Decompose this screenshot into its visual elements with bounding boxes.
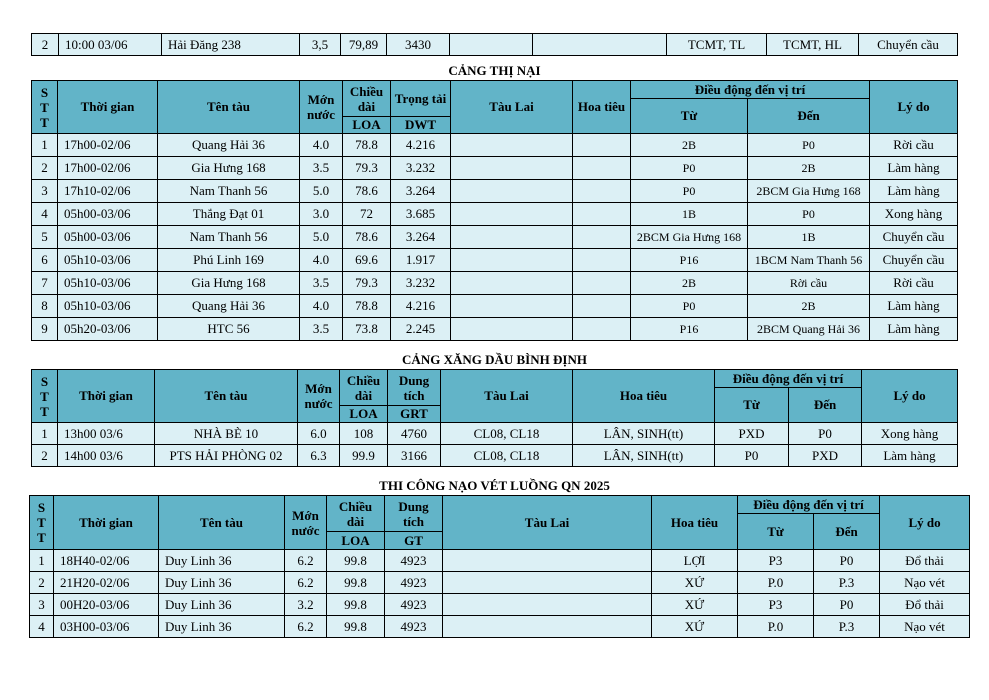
table-row (32, 34, 958, 56)
tug-cell: CL08, CL18 (441, 423, 573, 445)
header-from: Từ (715, 388, 789, 423)
reason-cell: Chuyển cầu (870, 226, 958, 249)
pilot-cell (573, 157, 631, 180)
table-row (32, 445, 958, 467)
header-to: Đến (814, 514, 880, 550)
loa-cell: 69.6 (343, 249, 391, 272)
from-cell: 1B (631, 203, 748, 226)
reason-cell: Làm hàng (870, 318, 958, 341)
pilot-cell (573, 272, 631, 295)
from-cell: P.0 (738, 616, 814, 638)
ship-cell: Nam Thanh 56 (158, 180, 300, 203)
to-cell: 1B (748, 226, 870, 249)
stt-cell: 9 (32, 318, 58, 341)
time-cell: 03H00-03/06 (54, 616, 159, 638)
loa-cell: 99.9 (340, 445, 388, 467)
header-draft: Mớn nước (285, 496, 327, 550)
section-title-xang-dau: CẢNG XĂNG DẦU BÌNH ĐỊNH (402, 352, 587, 367)
pilot-cell: LÂN, SINH(tt) (573, 445, 715, 467)
header-draft: Mớn nước (300, 81, 343, 134)
pilot-cell (573, 226, 631, 249)
ship-cell: Quang Hải 36 (158, 134, 300, 157)
stt-cell: 1 (30, 550, 54, 572)
ship-cell: Duy Linh 36 (159, 616, 285, 638)
stt-cell: 2 (32, 34, 59, 56)
header-reason: Lý do (880, 496, 970, 550)
nao-vet-table (29, 495, 970, 638)
to-cell: 2B (748, 295, 870, 318)
pilot-cell (573, 295, 631, 318)
header-length: Chiều dài (327, 496, 385, 532)
header-reason: Lý do (862, 370, 958, 423)
header-grt: GRT (388, 406, 441, 423)
to-cell: P0 (814, 550, 880, 572)
draft-cell: 6.0 (298, 423, 340, 445)
loa-cell: 78.8 (343, 295, 391, 318)
draft-cell: 5.0 (300, 180, 343, 203)
table-row (32, 249, 958, 272)
xang-dau-body (32, 423, 958, 467)
pilot-cell (573, 180, 631, 203)
draft-cell: 3,5 (300, 34, 341, 56)
time-cell: 05h00-03/06 (58, 226, 158, 249)
table-row (32, 134, 958, 157)
tonnage-cell: 3.232 (391, 157, 451, 180)
tug-cell (451, 180, 573, 203)
draft-cell: 3.5 (300, 157, 343, 180)
tug-cell (451, 295, 573, 318)
loa-cell: 108 (340, 423, 388, 445)
table-row (32, 272, 958, 295)
ship-cell: Gia Hưng 168 (158, 272, 300, 295)
reason-cell: Nạo vét (880, 572, 970, 594)
header-draft: Mớn nước (298, 370, 340, 423)
ship-cell: Nam Thanh 56 (158, 226, 300, 249)
header-from: Từ (631, 99, 748, 134)
table-row (32, 226, 958, 249)
loa-cell: 79,89 (341, 34, 387, 56)
table-row (32, 295, 958, 318)
from-cell: P16 (631, 318, 748, 341)
nao-vet-body (30, 550, 970, 638)
time-cell: 05h20-03/06 (58, 318, 158, 341)
tug-cell (451, 203, 573, 226)
loa-cell: 78.6 (343, 180, 391, 203)
tonnage-cell: 1.917 (391, 249, 451, 272)
to-cell: 2B (748, 157, 870, 180)
tug-cell (451, 249, 573, 272)
to-cell: 1BCM Nam Thanh 56 (748, 249, 870, 272)
from-cell: P16 (631, 249, 748, 272)
header-from: Từ (738, 514, 814, 550)
tonnage-cell: 4.216 (391, 295, 451, 318)
header-pilot: Hoa tiêu (573, 81, 631, 134)
time-cell: 05h10-03/06 (58, 249, 158, 272)
loa-cell: 72 (343, 203, 391, 226)
header-move: Điều động đến vị trí (715, 370, 862, 388)
table-row (30, 550, 970, 572)
loa-cell: 99.8 (327, 572, 385, 594)
header-ship: Tên tàu (159, 496, 285, 550)
to-cell: 2BCM Gia Hưng 168 (748, 180, 870, 203)
from-cell: P0 (631, 180, 748, 203)
header-time: Thời gian (54, 496, 159, 550)
header-dwt: DWT (391, 117, 451, 134)
table-row (30, 616, 970, 638)
header-loa: LOA (343, 117, 391, 134)
draft-cell: 6.2 (285, 572, 327, 594)
pilot-cell (573, 203, 631, 226)
time-cell: 05h10-03/06 (58, 295, 158, 318)
stt-cell: 5 (32, 226, 58, 249)
ship-cell: Quang Hải 36 (158, 295, 300, 318)
header-stt: S T T (30, 496, 54, 550)
to-cell: P0 (748, 203, 870, 226)
stt-cell: 1 (32, 423, 58, 445)
loa-cell: 73.8 (343, 318, 391, 341)
from-cell: P0 (631, 157, 748, 180)
draft-cell: 5.0 (300, 226, 343, 249)
stt-cell: 6 (32, 249, 58, 272)
pilot-cell (533, 34, 667, 56)
draft-cell: 3.2 (285, 594, 327, 616)
pilot-cell (573, 318, 631, 341)
header-tug: Tàu Lai (441, 370, 573, 423)
reason-cell: Làm hàng (862, 445, 958, 467)
tug-cell (443, 550, 652, 572)
header-tonnage: Trọng tải (391, 81, 451, 117)
draft-cell: 3.0 (300, 203, 343, 226)
time-cell: 14h00 03/6 (58, 445, 155, 467)
section-title-thi-nai: CẢNG THỊ NẠI (448, 63, 541, 78)
header-time: Thời gian (58, 81, 158, 134)
tonnage-cell: 3.232 (391, 272, 451, 295)
tonnage-cell: 4760 (388, 423, 441, 445)
reason-cell: Chuyển cầu (870, 249, 958, 272)
to-cell: 2BCM Quang Hải 36 (748, 318, 870, 341)
loa-cell: 99.8 (327, 616, 385, 638)
header-stt: S T T (32, 370, 58, 423)
header-length: Chiều dài (340, 370, 388, 406)
tonnage-cell: 2.245 (391, 318, 451, 341)
ship-cell: Hải Đăng 238 (162, 34, 300, 56)
reason-cell: Nạo vét (880, 616, 970, 638)
loa-cell: 78.8 (343, 134, 391, 157)
draft-cell: 6.2 (285, 616, 327, 638)
ship-cell: Gia Hưng 168 (158, 157, 300, 180)
stt-cell: 2 (32, 157, 58, 180)
table-row (32, 157, 958, 180)
tug-cell (451, 272, 573, 295)
from-cell: TCMT, TL (667, 34, 767, 56)
reason-cell: Xong hàng (870, 203, 958, 226)
from-cell: P0 (631, 295, 748, 318)
header-tug: Tàu Lai (451, 81, 573, 134)
tug-cell (451, 157, 573, 180)
reason-cell: Làm hàng (870, 157, 958, 180)
draft-cell: 3.5 (300, 318, 343, 341)
reason-cell: Làm hàng (870, 180, 958, 203)
from-cell: P0 (715, 445, 789, 467)
reason-cell: Làm hàng (870, 295, 958, 318)
time-cell: 05h00-03/06 (58, 203, 158, 226)
tonnage-cell: 3166 (388, 445, 441, 467)
tug-cell (450, 34, 533, 56)
time-cell: 17h10-02/06 (58, 180, 158, 203)
loa-cell: 99.8 (327, 594, 385, 616)
from-cell: 2BCM Gia Hưng 168 (631, 226, 748, 249)
tonnage-cell: 3.264 (391, 180, 451, 203)
tonnage-cell: 4923 (385, 616, 443, 638)
table-row (32, 423, 958, 445)
reason-cell: Chuyển cầu (859, 34, 958, 56)
header-to: Đến (748, 99, 870, 134)
time-cell: 17h00-02/06 (58, 157, 158, 180)
stt-cell: 1 (32, 134, 58, 157)
pilot-cell (573, 249, 631, 272)
reason-cell: Đổ thải (880, 594, 970, 616)
from-cell: 2B (631, 134, 748, 157)
loa-cell: 79.3 (343, 272, 391, 295)
header-stt: S T T (32, 81, 58, 134)
stt-cell: 7 (32, 272, 58, 295)
top-carryover-table (31, 33, 958, 56)
time-cell: 18H40-02/06 (54, 550, 159, 572)
header-pilot: Hoa tiêu (652, 496, 738, 550)
stt-cell: 2 (30, 572, 54, 594)
to-cell: P.3 (814, 572, 880, 594)
draft-cell: 4.0 (300, 134, 343, 157)
thi-nai-body (32, 134, 958, 341)
from-cell: P3 (738, 550, 814, 572)
ship-cell: Phú Linh 169 (158, 249, 300, 272)
header-ship: Tên tàu (158, 81, 300, 134)
from-cell: 2B (631, 272, 748, 295)
time-cell: 13h00 03/6 (58, 423, 155, 445)
header-loa: LOA (340, 406, 388, 423)
header-row (30, 496, 970, 514)
reason-cell: Rời cầu (870, 134, 958, 157)
tug-cell (451, 134, 573, 157)
stt-cell: 2 (32, 445, 58, 467)
tug-cell (443, 594, 652, 616)
header-row (32, 370, 958, 388)
tonnage-cell: 4.216 (391, 134, 451, 157)
draft-cell: 4.0 (300, 249, 343, 272)
header-pilot: Hoa tiêu (573, 370, 715, 423)
pilot-cell: LỢI (652, 550, 738, 572)
reason-cell: Rời cầu (870, 272, 958, 295)
pilot-cell: XỨ (652, 616, 738, 638)
tonnage-cell: 4923 (385, 572, 443, 594)
loa-cell: 99.8 (327, 550, 385, 572)
dwt-cell: 3430 (387, 34, 450, 56)
table-row (32, 180, 958, 203)
tug-cell (451, 318, 573, 341)
draft-cell: 6.2 (285, 550, 327, 572)
header-tug: Tàu Lai (443, 496, 652, 550)
stt-cell: 3 (32, 180, 58, 203)
to-cell: PXD (789, 445, 862, 467)
to-cell: P0 (748, 134, 870, 157)
header-to: Đến (789, 388, 862, 423)
to-cell: P0 (814, 594, 880, 616)
reason-cell: Đổ thải (880, 550, 970, 572)
tug-cell (443, 572, 652, 594)
header-loa: LOA (327, 532, 385, 550)
loa-cell: 78.6 (343, 226, 391, 249)
table-row (32, 203, 958, 226)
ship-cell: PTS HẢI PHÒNG 02 (155, 445, 298, 467)
tonnage-cell: 4923 (385, 594, 443, 616)
from-cell: P3 (738, 594, 814, 616)
header-capacity: Dung tích (388, 370, 441, 406)
draft-cell: 3.5 (300, 272, 343, 295)
draft-cell: 4.0 (300, 295, 343, 318)
stt-cell: 4 (30, 616, 54, 638)
tug-cell: CL08, CL18 (441, 445, 573, 467)
tonnage-cell: 4923 (385, 550, 443, 572)
ship-cell: HTC 56 (158, 318, 300, 341)
pilot-cell: XỨ (652, 572, 738, 594)
header-time: Thời gian (58, 370, 155, 423)
table-row (30, 572, 970, 594)
ship-cell: Duy Linh 36 (159, 550, 285, 572)
tonnage-cell: 3.685 (391, 203, 451, 226)
pilot-cell: XỨ (652, 594, 738, 616)
to-cell: Rời cầu (748, 272, 870, 295)
time-cell: 21H20-02/06 (54, 572, 159, 594)
stt-cell: 8 (32, 295, 58, 318)
ship-cell: Thắng Đạt 01 (158, 203, 300, 226)
tug-cell (443, 616, 652, 638)
header-move: Điều động đến vị trí (738, 496, 880, 514)
section-title-nao-vet: THI CÔNG NẠO VÉT LUỒNG QN 2025 (379, 478, 610, 493)
ship-cell: Duy Linh 36 (159, 572, 285, 594)
stt-cell: 3 (30, 594, 54, 616)
to-cell: P.3 (814, 616, 880, 638)
header-length: Chiều dài (343, 81, 391, 117)
from-cell: PXD (715, 423, 789, 445)
pilot-cell (573, 134, 631, 157)
to-cell: TCMT, HL (767, 34, 859, 56)
xang-dau-table (31, 369, 958, 467)
header-move: Điều động đến vị trí (631, 81, 870, 99)
draft-cell: 6.3 (298, 445, 340, 467)
time-cell: 05h10-03/06 (58, 272, 158, 295)
thi-nai-table (31, 80, 958, 341)
header-reason: Lý do (870, 81, 958, 134)
header-capacity: Dung tích (385, 496, 443, 532)
stt-cell: 4 (32, 203, 58, 226)
tug-cell (451, 226, 573, 249)
table-row (32, 318, 958, 341)
loa-cell: 79.3 (343, 157, 391, 180)
to-cell: P0 (789, 423, 862, 445)
time-cell: 10:00 03/06 (59, 34, 162, 56)
pilot-cell: LÂN, SINH(tt) (573, 423, 715, 445)
time-cell: 17h00-02/06 (58, 134, 158, 157)
from-cell: P.0 (738, 572, 814, 594)
table-row (30, 594, 970, 616)
ship-cell: Duy Linh 36 (159, 594, 285, 616)
reason-cell: Xong hàng (862, 423, 958, 445)
tonnage-cell: 3.264 (391, 226, 451, 249)
header-ship: Tên tàu (155, 370, 298, 423)
ship-cell: NHÀ BÈ 10 (155, 423, 298, 445)
header-row (32, 81, 958, 99)
header-gt: GT (385, 532, 443, 550)
time-cell: 00H20-03/06 (54, 594, 159, 616)
